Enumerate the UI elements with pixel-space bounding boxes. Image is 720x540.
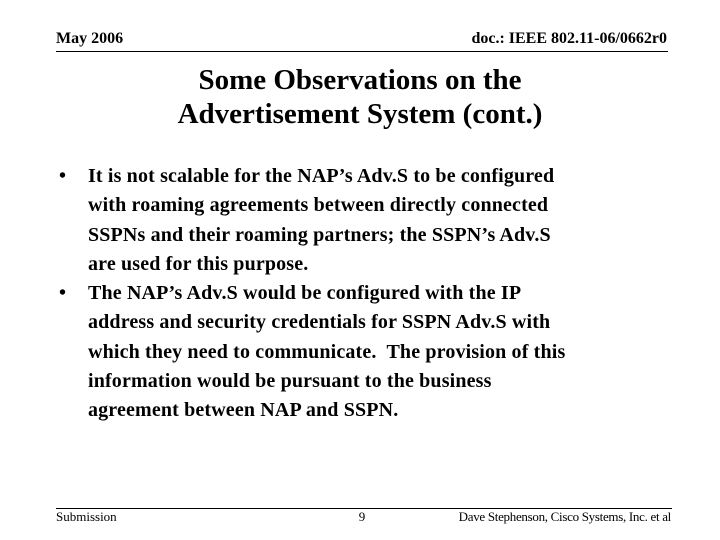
bullet-2-line-2: address and security credentials for SSPN Adv.S with xyxy=(88,311,551,334)
bullet-2-line-3: which they need to communicate. The provision of this xyxy=(88,340,566,363)
footer-submission: Submission xyxy=(56,509,117,524)
bullet-1-line-4: are used for this purpose. xyxy=(88,252,309,275)
footer-page-number: 9 xyxy=(358,509,366,524)
bullet-item-2 xyxy=(59,279,669,425)
slide-title-line-2: Advertisement System (cont.) xyxy=(177,98,543,130)
header-doc-id: doc.: IEEE 802.11-06/0662r0 xyxy=(471,30,667,47)
footer-author: Dave Stephenson, Cisco Systems, Inc. et al xyxy=(458,509,671,524)
bullet-2-line-5: agreement between NAP and SSPN. xyxy=(88,399,399,422)
bullet-marker: • xyxy=(59,165,67,187)
slide-title-line-1: Some Observations on the xyxy=(198,64,522,96)
bullet-list xyxy=(59,162,669,426)
bullet-marker: • xyxy=(59,282,67,305)
bullet-1-line-2: with roaming agreements between directly connected xyxy=(88,194,549,217)
header-divider xyxy=(56,51,668,52)
bullet-item-1 xyxy=(59,162,669,279)
bullet-1-line-3: SSPNs and their roaming partners; the SSPN’s Adv.S xyxy=(88,223,551,246)
bullet-1-line-1: It is not scalable for the NAP’s Adv.S to be configured xyxy=(88,165,555,187)
slide-title xyxy=(60,63,660,131)
header-date: May 2006 xyxy=(56,30,124,47)
bullet-2-line-4: information would be pursuant to the business xyxy=(88,370,492,393)
bullet-2-line-1: The NAP’s Adv.S would be configured with the IP xyxy=(88,282,522,305)
